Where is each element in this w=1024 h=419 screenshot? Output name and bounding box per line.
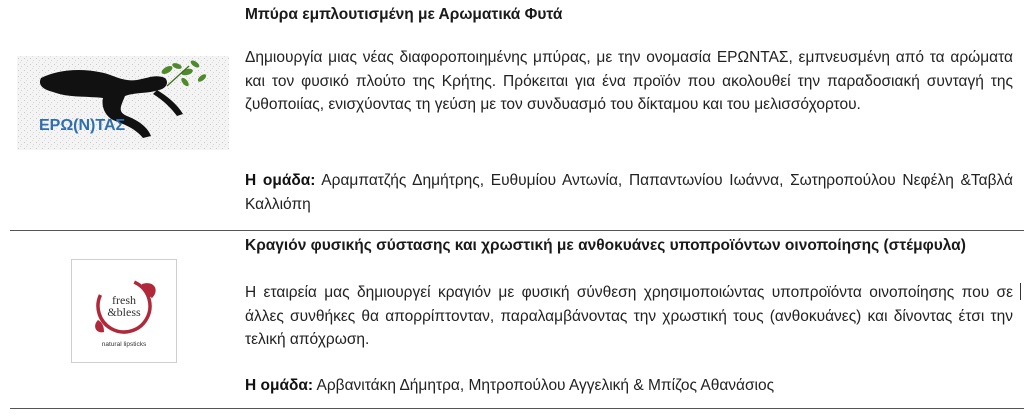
erontas-logo [17, 56, 229, 150]
entry-description: Η εταιρεία μας δημιουργεί κραγιόν με φυσική σύνθεση χρησιμοποιώντας υποπροϊόντα οινοποίησης που σε άλλες συνθήκες θα απορρίπτονταν, παραλαμβάνοντας την χρωστική τους (ανθοκυάνες) και δίνοντας έτσι την τελική απόχρωση. [245, 284, 1013, 348]
logo-subtitle: natural lipsticks [101, 341, 147, 348]
entry-fresh-bless-lipstick [0, 231, 1024, 409]
logo-line-fresh: fresh [112, 293, 136, 307]
fresh-bless-logo [71, 259, 177, 363]
erontas-logo-text: ΕΡΩ(Ν)ΤΑΣ [39, 117, 126, 134]
entry-team [245, 169, 1013, 216]
team-members: Αρβανιτάκη Δήμητρα, Μητροπούλου Αγγελική & Μπίζος Αθανάσιος [313, 377, 775, 394]
entry-title: Κραγιόν φυσικής σύστασης και χρωστική με ανθοκυάνες υποπροϊόντων οινοποίησης (στέμφυλα) [245, 237, 966, 254]
entry-team [245, 374, 1013, 398]
text-cursor [1020, 283, 1021, 300]
leaping-figure-icon [17, 56, 229, 150]
logo-line-bless: &bless [107, 305, 141, 319]
team-members: Αραμπατζής Δημήτρης, Ευθυμίου Αντωνία, Παπαντωνίου Ιωάννα, Σωτηροπούλου Νεφέλη &Ταβλά Καλλιόπη [245, 172, 1013, 213]
entry-description: Δημιουργία μιας νέας διαφοροποιημένης μπύρας, με την ονομασία ΕΡΩΝΤΑΣ, εμπνευσμένη από τα αρώματα και τον φυσικό πλούτο της Κρήτης. Πρόκειται για ένα προϊόν που ακολουθεί την παραδοσιακή συνταγή της ζυθοποιίας, ενισχύοντας τη γεύση με τον συνδυασμό του δίκταμου και του μελισσόχορτου. [245, 49, 1013, 113]
team-label: Η ομάδα: [245, 172, 316, 189]
team-label: Η ομάδα: [245, 377, 314, 394]
entry-divider-bottom [10, 408, 1024, 409]
next-entry-clipped-text [300, 411, 860, 414]
entry-title: Μπύρα εμπλουτισμένη με Αρωματικά Φυτά [245, 6, 563, 23]
leaf-circle-icon [72, 260, 176, 362]
